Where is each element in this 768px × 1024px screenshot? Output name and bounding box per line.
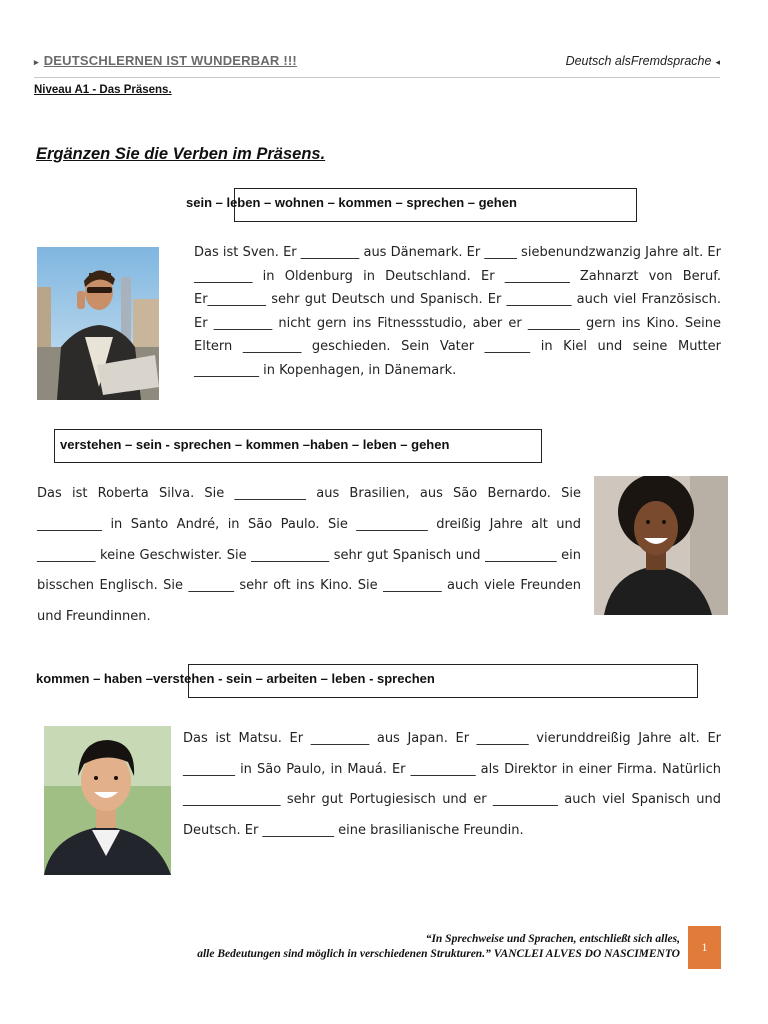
man-with-phone-and-laptop-photo <box>37 247 159 400</box>
header-title-text: DEUTSCHLERNEN IST WUNDERBAR !!! <box>43 53 297 68</box>
verb-list-2: verstehen – sein - sprechen – kommen –haben – leben – gehen <box>60 437 450 452</box>
verb-list-3: kommen – haben –verstehen - sein – arbeiten – leben - sprechen <box>36 671 435 686</box>
smiling-woman-photo <box>594 476 728 615</box>
header-divider <box>34 77 720 78</box>
exercise-paragraph-3 <box>183 724 721 846</box>
exercise-title: Ergänzen Sie die Verben im Präsens. <box>36 145 326 163</box>
triangle-right-icon: ▸ <box>34 57 39 67</box>
paragraph-3-text: Das ist Matsu. Er _________ aus Japan. Er ________ vierunddreißig Jahre alt. Er ________ in São Paulo, in Mauá. Er __________ als Direktor in einer Firma. Natürlich _______________ sehr gut Portugiesisch und er __________ auch viel Spanisch und Deutsch. Er ___________ eine brasilianische Freundin. <box>183 731 721 838</box>
smiling-young-man-photo <box>44 726 171 875</box>
level-label: Niveau A1 - Das Präsens. <box>34 84 172 96</box>
young-man-photo-illustration <box>44 726 171 875</box>
verb-list-1: sein – leben – wohnen – kommen – sprechen – gehen <box>186 195 517 210</box>
footer-quote-line-2: alle Bedeutungen sind möglich in verschiedenen Strukturen.” VANCLEI ALVES DO NASCIMENTO <box>197 948 680 960</box>
header-subtitle-text: Deutsch alsFremdsprache <box>565 54 712 68</box>
page-number: 1 <box>701 940 708 954</box>
exercise-paragraph-2 <box>37 479 581 633</box>
page-number-badge <box>688 926 721 969</box>
footer-quote-line-1: “In Sprechweise und Sprachen, entschließt sich alles, <box>425 933 680 945</box>
paragraph-1-text: Das ist Sven. Er _________ aus Dänemark. Er _____ siebenundzwanzig Jahre alt. Er _________ in Oldenburg in Deutschland. Er __________ Zahnarzt von Beruf. Er_________ sehr gut Deutsch und Spanisch. Er __________ auch viel Französisch. Er _________ nicht gern ins Fitnessstudio, aber er ________ gern ins Kino. Seine Eltern _________ geschieden. Sein Vater _______ in Kiel und seine Mutter __________ in Kopenhagen, in Dänemark. <box>194 245 721 378</box>
header-title <box>34 53 297 68</box>
man-photo-illustration <box>37 247 159 400</box>
paragraph-2-text: Das ist Roberta Silva. Sie ___________ aus Brasilien, aus São Bernardo. Sie __________ in Santo André, in São Paulo. Sie ___________ dreißig Jahre alt und _________ keine Geschwister. Sie ____________ sehr gut Spanisch und ___________ ein bisschen Englisch. Sie _______ sehr oft ins Kino. Sie _________ auch viele Freunden und Freundinnen. <box>37 486 581 625</box>
exercise-paragraph-1 <box>194 241 721 382</box>
woman-photo-illustration <box>594 476 728 615</box>
header-subtitle <box>566 54 720 68</box>
triangle-left-icon: ◂ <box>715 57 720 67</box>
